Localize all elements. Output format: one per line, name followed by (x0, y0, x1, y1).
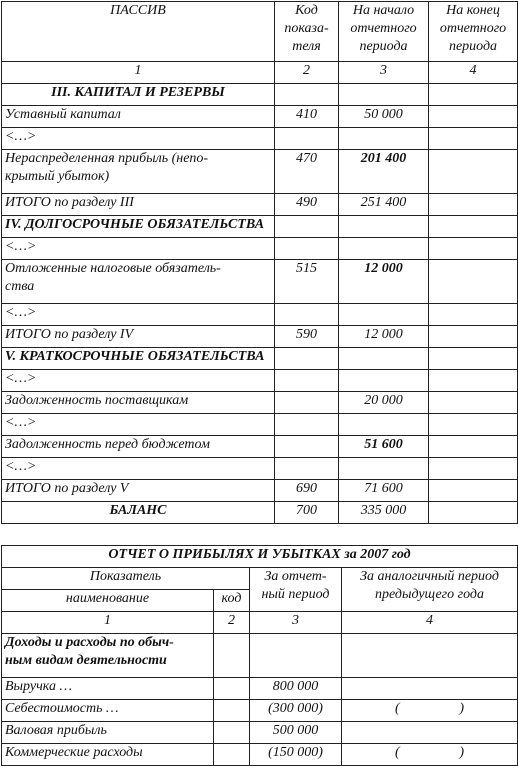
row-current: 500 000 (250, 722, 342, 744)
row-label: Выручка … (2, 678, 214, 700)
table-row (2, 436, 518, 458)
table-row (2, 502, 518, 524)
header-start: На начало отчетного периода (339, 2, 429, 62)
row-start: 12 000 (339, 326, 429, 348)
ellipsis-row: <…> (2, 370, 275, 392)
row-label: ИТОГО по разделу III (2, 194, 275, 216)
row-current: (150 000) (250, 744, 342, 766)
colnum-3: 3 (250, 612, 342, 634)
row-current: (300 000) (250, 700, 342, 722)
header-code: код (214, 590, 250, 612)
row-code: 690 (275, 480, 339, 502)
row-label: Уставный капитал (2, 106, 275, 128)
table-row (2, 480, 518, 502)
row-code: 700 (275, 502, 339, 524)
row-code: 490 (275, 194, 339, 216)
row-start: 12 000 (339, 260, 429, 304)
pnl-title: ОТЧЕТ О ПРИБЫЛЯХ И УБЫТКАХ за 2007 год (2, 546, 518, 568)
colnum-2: 2 (214, 612, 250, 634)
colnum-4: 4 (429, 62, 518, 84)
header-indicator: Показатель (2, 568, 250, 590)
table-row (2, 700, 518, 722)
row-label: ИТОГО по разделу V (2, 480, 275, 502)
table-row (2, 678, 518, 700)
row-label: Коммерческие расходы (2, 744, 214, 766)
row-current: 800 000 (250, 678, 342, 700)
row-start: 51 600 (339, 436, 429, 458)
colnum-1: 1 (2, 62, 275, 84)
row-label: ИТОГО по разделу IV (2, 326, 275, 348)
colnum-4: 4 (342, 612, 518, 634)
table-row (2, 722, 518, 744)
header-name: наименование (2, 590, 214, 612)
table-row (2, 326, 518, 348)
balance-label: БАЛАНС (2, 502, 275, 524)
ellipsis-row: <…> (2, 414, 275, 436)
colnum-3: 3 (339, 62, 429, 84)
header-code: Код показа- теля (275, 2, 339, 62)
table-row (2, 194, 518, 216)
row-start: 335 000 (339, 502, 429, 524)
header-previous: За аналогичный период предыдущего года (342, 568, 518, 612)
row-label: Задолженность перед бюджетом (2, 436, 275, 458)
ellipsis-row: <…> (2, 304, 275, 326)
row-label: Задолженность поставщикам (2, 392, 275, 414)
row-label: Отложенные налоговые обязатель- ства (2, 260, 275, 304)
section-shortterm: V. КРАТКОСРОЧНЫЕ ОБЯЗАТЕЛЬСТВА (2, 348, 275, 370)
table-row (2, 106, 518, 128)
ellipsis-row: <…> (2, 458, 275, 480)
colnum-1: 1 (2, 612, 214, 634)
row-label: Нераспределенная прибыль (непо- крытый убыток) (2, 150, 275, 194)
header-end: На конец отчетного периода (429, 2, 518, 62)
row-start: 71 600 (339, 480, 429, 502)
row-code: 515 (275, 260, 339, 304)
ellipsis-row: <…> (2, 128, 275, 150)
row-previous: ( ) (342, 700, 518, 722)
table-row (2, 744, 518, 766)
table-row (2, 150, 518, 194)
row-start: 251 400 (339, 194, 429, 216)
table-row (2, 260, 518, 304)
section-capital: III. КАПИТАЛ И РЕЗЕРВЫ (2, 84, 275, 106)
row-label: Валовая прибыль (2, 722, 214, 744)
row-start: 201 400 (339, 150, 429, 194)
row-previous: ( ) (342, 744, 518, 766)
header-passive: ПАССИВ (2, 2, 275, 62)
row-label: Себестоимость … (2, 700, 214, 722)
balance-passive-table (1, 1, 518, 524)
row-code: 590 (275, 326, 339, 348)
section-ordinary: Доходы и расходы по обыч- ным видам деятельности (2, 634, 214, 678)
row-code: 410 (275, 106, 339, 128)
row-start: 50 000 (339, 106, 429, 128)
section-longterm: IV. ДОЛГОСРОЧНЫЕ ОБЯЗАТЕЛЬСТВА (2, 216, 275, 238)
table-row (2, 392, 518, 414)
row-code: 470 (275, 150, 339, 194)
row-start: 20 000 (339, 392, 429, 414)
ellipsis-row: <…> (2, 238, 275, 260)
colnum-2: 2 (275, 62, 339, 84)
header-current: За отчет- ный период (250, 568, 342, 612)
pnl-table (1, 545, 518, 766)
